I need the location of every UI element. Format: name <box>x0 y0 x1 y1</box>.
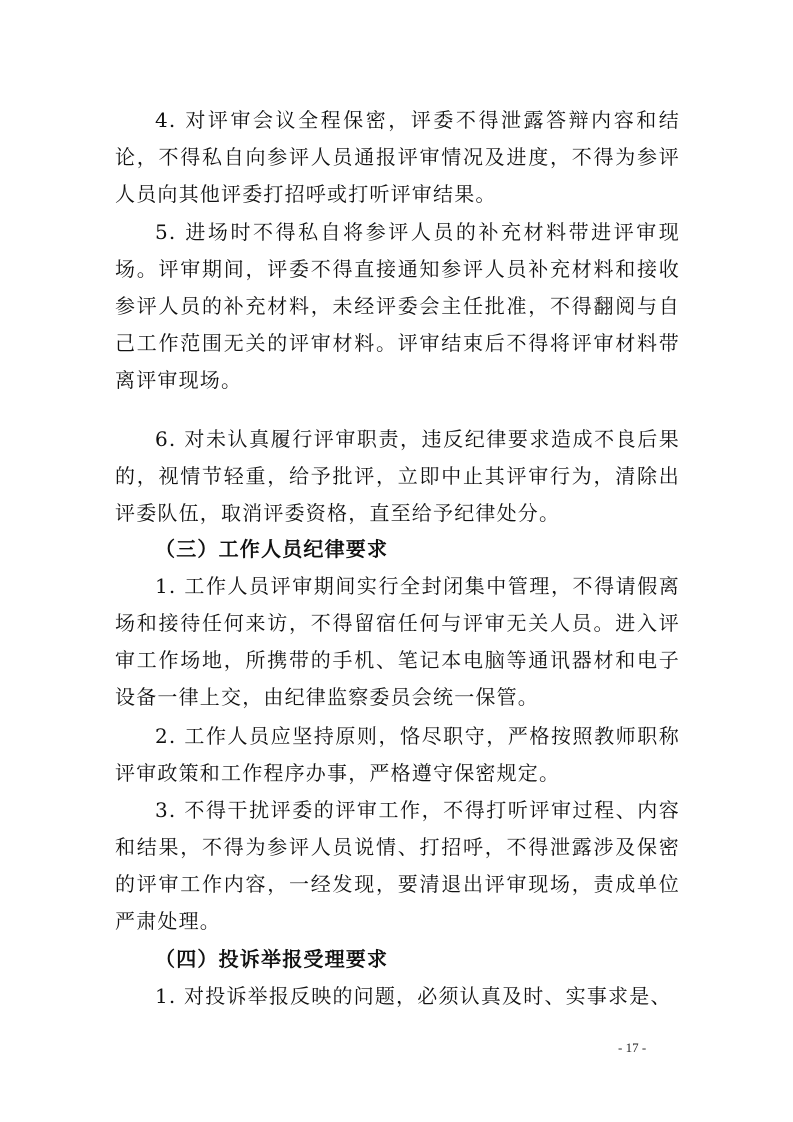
paragraph-staff-2: 2. 工作人员应坚持原则，恪尽职守，严格按照教师职称评审政策和工作程序办事，严格遵守保密规定。 <box>115 724 680 785</box>
paragraph-staff-3: 3. 不得干扰评委的评审工作，不得打听评审过程、内容和结果，不得为参评人员说情、打招呼，不得泄露涉及保密的评审工作内容，一经发现，要清退出评审现场，责成单位严肃处理。 <box>115 798 680 933</box>
paragraph-item-5: 5. 进场时不得私自将参评人员的补充材料带进评审现场。评审期间，评委不得直接通知参评人员补充材料和接收参评人员的补充材料，未经评委会主任批准，不得翻阅与自己工作范围无关的评审材料。评审结束后不得将评审材料带离评审现场。 <box>115 220 680 392</box>
page-number: - 17 - <box>618 1040 647 1055</box>
section-heading-4: （四）投诉举报受理要求 <box>155 947 389 971</box>
paragraph-item-4: 4. 对评审会议全程保密，评委不得泄露答辩内容和结论，不得私自向参评人员通报评审情况及进度，不得为参评人员向其他评委打招呼或打听评审结果。 <box>115 108 680 206</box>
paragraph-staff-1: 1. 工作人员评审期间实行全封闭集中管理，不得请假离场和接待任何来访，不得留宿任何与评审无关人员。进入评审工作场地，所携带的手机、笔记本电脑等通讯器材和电子设备一律上交，由纪律监察委员会统一保管。 <box>115 574 680 709</box>
paragraph-item-6: 6. 对未认真履行评审职责，违反纪律要求造成不良后果的，视情节轻重，给予批评，立即中止其评审行为，清除出评委队伍，取消评委资格，直至给予纪律处分。 <box>115 427 680 525</box>
paragraph-complaint-1: 1. 对投诉举报反映的问题，必须认真及时、实事求是、 <box>155 984 672 1008</box>
section-heading-3: （三）工作人员纪律要求 <box>155 537 389 561</box>
